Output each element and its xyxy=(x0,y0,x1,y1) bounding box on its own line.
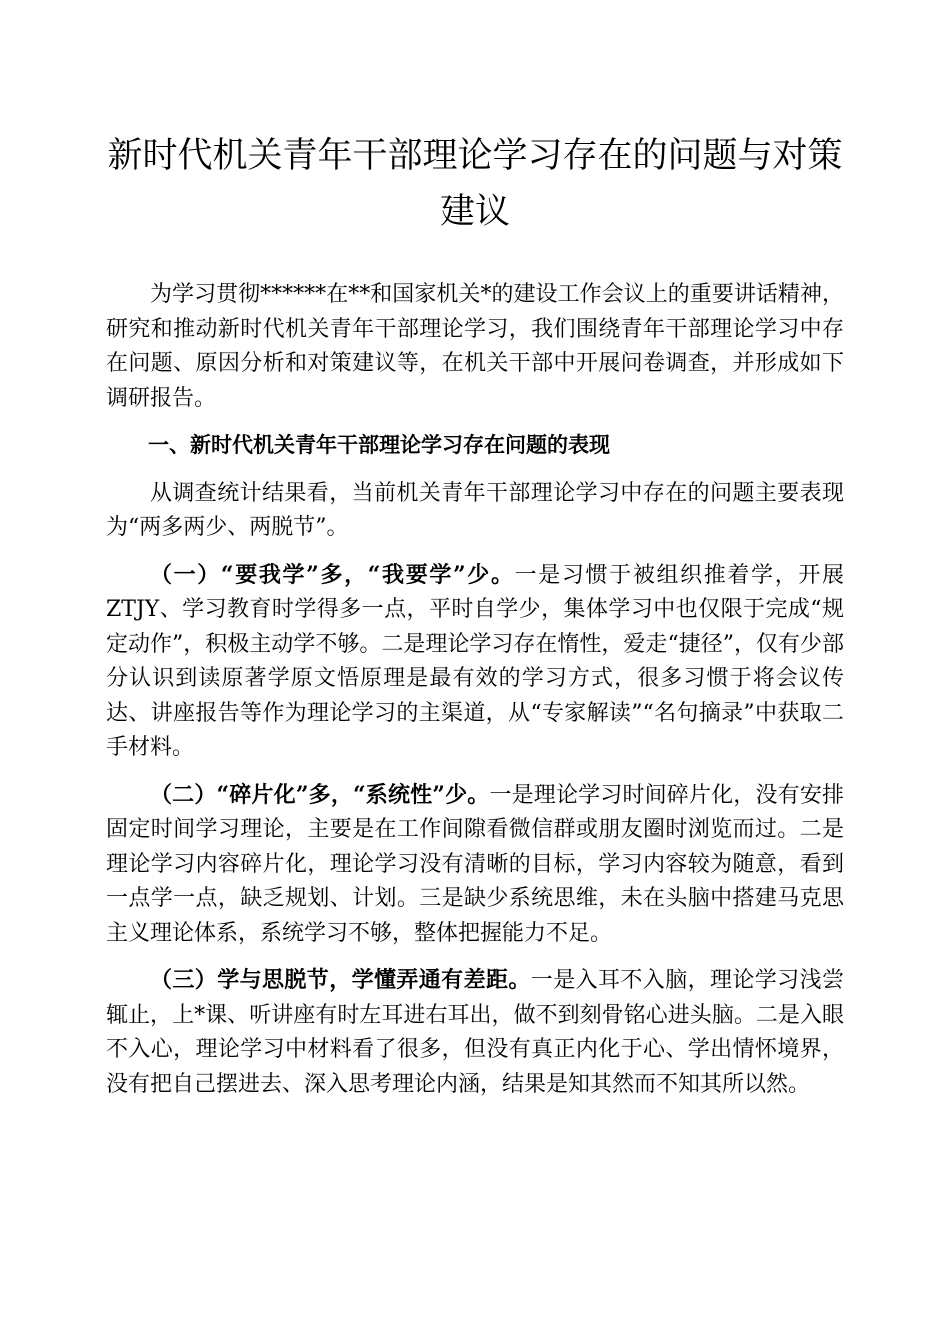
item-2-lead: （二）“碎片化”多，“系统性”少。 xyxy=(150,781,490,808)
item-1-paragraph xyxy=(106,558,844,766)
document-body xyxy=(106,278,844,1102)
section-1-heading: 一、新时代机关青年干部理论学习存在问题的表现 xyxy=(148,433,610,457)
item-3-text: 一是入耳不入脑，理论学习浅尝辄止，上*课、听讲座有时左耳进右耳出，做不到刻骨铭心进头脑。二是入眼不入心，理论学习中材料看了很多，但没有真正内化于心、学出情怀境界，没有把自己摆进去、深入思考理论内涵，结果是知其然而不知其所以然。 xyxy=(106,968,844,1097)
item-1-text: 一是习惯于被组织推着学，开展ZTJY、学习教育时学得多一点，平时自学少，集体学习中也仅限于完成“规定动作”，积极主动学不够。二是理论学习存在惰性，爱走“捷径”，仅有少部分认识到读原著学原文悟原理是最有效的学习方式，很多习惯于将会议传达、讲座报告等作为理论学习的主渠道，从“专家解读”“名句摘录”中获取二手材料。 xyxy=(106,562,844,760)
title-line-1: 新时代机关青年干部理论学习存在的问题与对策 xyxy=(107,136,843,176)
intro-paragraph: 为学习贯彻******在**和国家机关*的建设工作会议上的重要讲话精神，研究和推动新时代机关青年干部理论学习，我们围绕青年干部理论学习中存在问题、原因分析和对策建议等，在机关干部中开展问卷调查，并形成如下调研报告。 xyxy=(106,282,844,411)
item-3-paragraph xyxy=(106,963,844,1102)
item-3-lead: （三）学与思脱节，学懂弄通有差距。 xyxy=(150,967,531,993)
title-line-2: 建议 xyxy=(439,192,510,232)
document-title xyxy=(106,128,844,240)
item-2-text: 一是理论学习时间碎片化，没有安排固定时间学习理论，主要是在工作间隙看微信群或朋友圈时浏览而过。二是理论学习内容碎片化，理论学习没有清晰的目标，学习内容较为随意，看到一点学一点，缺乏规划、计划。三是缺少系统思维，未在头脑中搭建马克思主义理论体系，系统学习不够，整体把握能力不足。 xyxy=(106,782,844,946)
section-1-summary: 从调查统计结果看，当前机关青年干部理论学习中存在的问题主要表现为“两多两少、两脱节”。 xyxy=(106,480,844,540)
item-2-paragraph xyxy=(106,778,844,952)
item-1-lead: （一）“要我学”多，“我要学”少。 xyxy=(150,561,515,588)
